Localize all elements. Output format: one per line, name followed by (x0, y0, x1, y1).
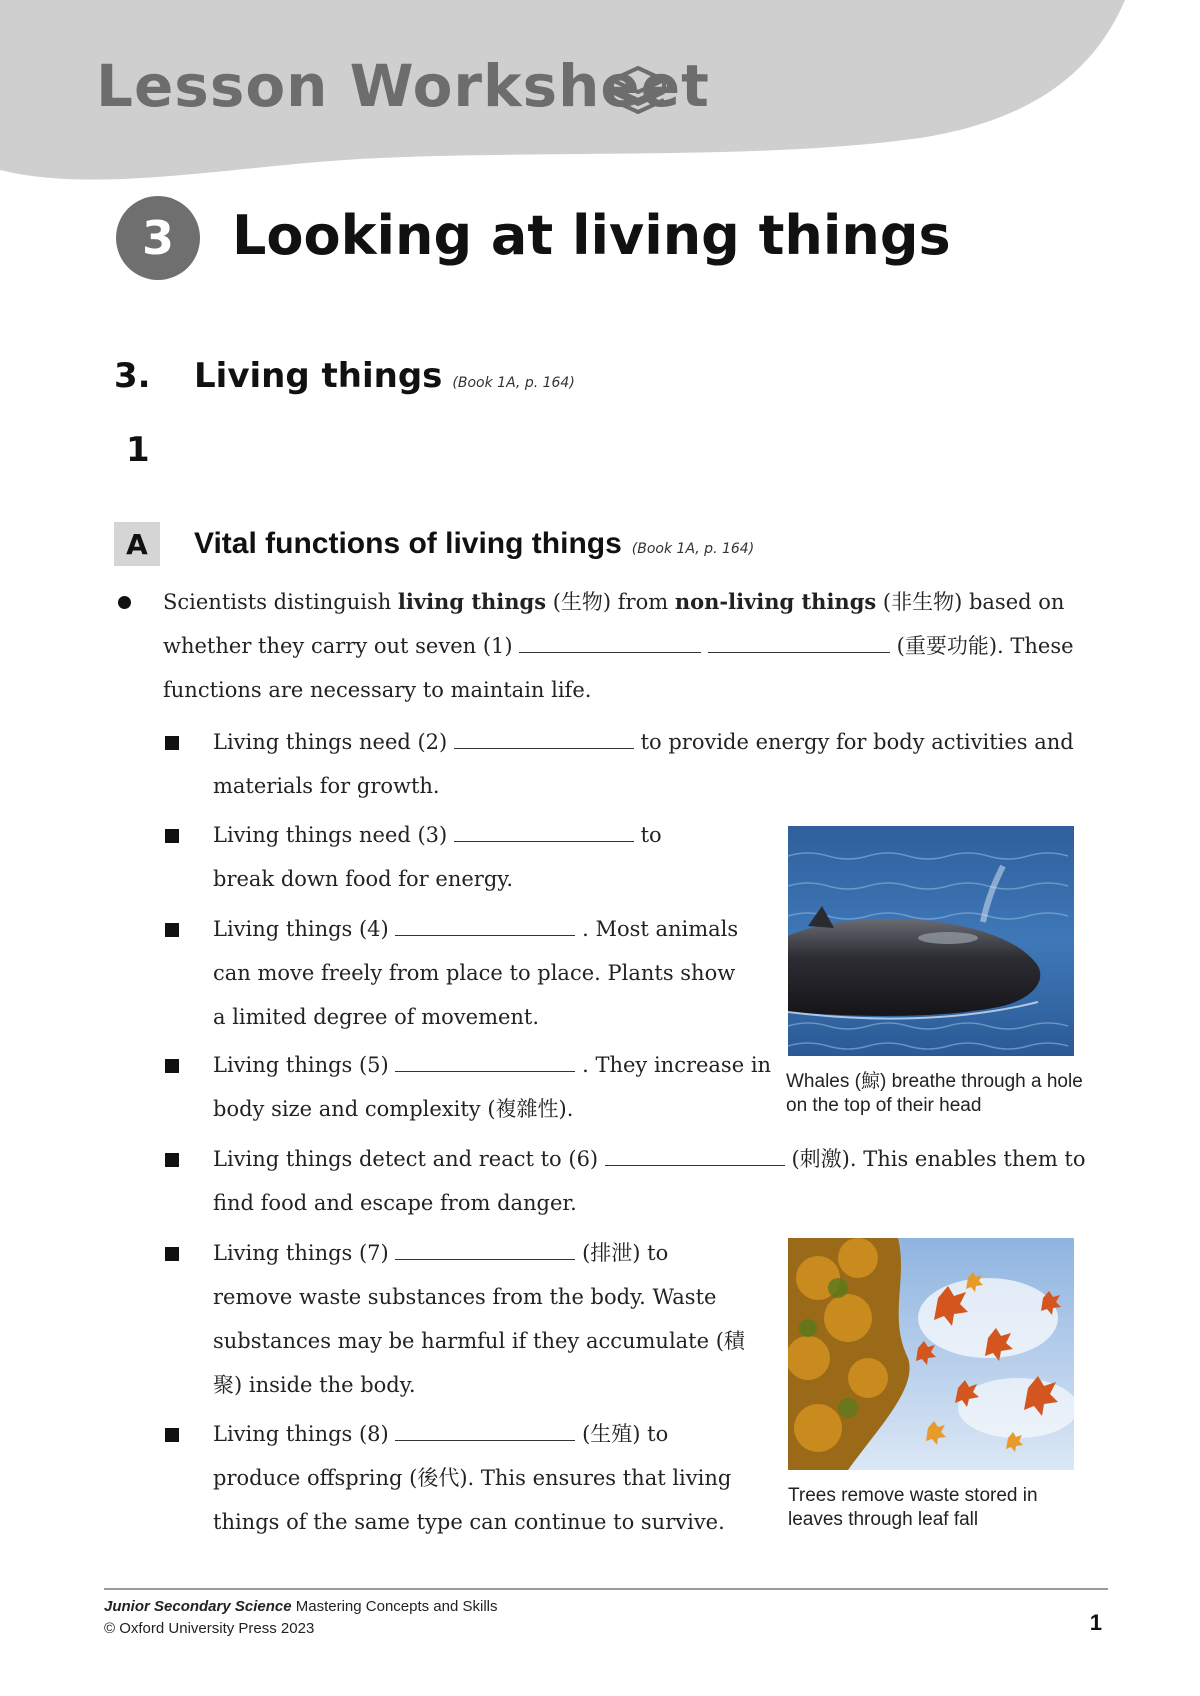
bullet-dot-icon (118, 596, 131, 609)
section-book-reference: (Book 1A, p. 164) (452, 375, 575, 391)
item-8-text-before: Living things (8) (213, 1422, 396, 1446)
square-bullet-icon (165, 829, 179, 843)
answer-blank-4[interactable] (395, 917, 575, 936)
tree-caption: Trees remove waste stored in leaves through leaf fall (788, 1485, 1038, 1530)
intro-text-1: Scientists distinguish (163, 590, 398, 614)
answer-blank-3[interactable] (454, 823, 634, 842)
list-item-7 (213, 1231, 748, 1407)
section-title (194, 356, 575, 396)
section-title-text: Living things (194, 356, 443, 396)
subsection-book-reference: (Book 1A, p. 164) (631, 541, 755, 557)
list-item-6 (213, 1137, 1093, 1225)
footer-book-subtitle: Mastering Concepts and Skills (291, 1598, 498, 1615)
subsection-title-text: Vital functions of living things (194, 527, 622, 560)
item-6-text-before: Living things detect and react to (6) (213, 1147, 605, 1171)
tree-leaf-fall-photo (788, 1238, 1074, 1470)
item-2-text-after: to provide energy for body activities and materials for growth. (213, 730, 1074, 798)
item-7-text-after: (排泄) to remove waste substances from the body. Waste substances may be harmful if they accumulate (積聚) inside the body. (213, 1241, 745, 1397)
worksheet-header-title: Lesson Worksheet (96, 52, 710, 120)
footer-rule (104, 1588, 1108, 1590)
square-bullet-icon (165, 1428, 179, 1442)
item-5-text-before: Living things (5) (213, 1053, 396, 1077)
chapter-number-badge: 3 (116, 196, 200, 280)
page-number: 1 (1089, 1610, 1102, 1635)
square-bullet-icon (165, 1153, 179, 1167)
subsection-number: 1 (126, 430, 150, 470)
item-2-text-before: Living things need (2) (213, 730, 454, 754)
answer-blank-5[interactable] (395, 1053, 575, 1072)
footer-copyright: © Oxford University Press 2023 (104, 1620, 315, 1637)
answer-blank-8[interactable] (395, 1422, 575, 1441)
subsection-title (194, 524, 754, 569)
whale-photo (788, 826, 1074, 1056)
answer-blank-7[interactable] (395, 1241, 575, 1260)
answer-blank-6[interactable] (605, 1147, 785, 1166)
intro-paragraph (163, 580, 1098, 712)
term-living-things: living things (397, 589, 547, 614)
list-item-4 (213, 907, 748, 1039)
square-bullet-icon (165, 923, 179, 937)
item-4-text-before: Living things (4) (213, 917, 396, 941)
footer-book-title: Junior Secondary Science (104, 1598, 292, 1615)
item-3-text-before: Living things need (3) (213, 823, 454, 847)
square-bullet-icon (165, 736, 179, 750)
intro-text-4: (重要功能). These functions are necessary to maintain life. (163, 634, 1074, 702)
section-number: 3. (114, 356, 151, 396)
whale-caption: Whales (鯨) breathe through a hole on the top of their head (786, 1071, 1083, 1116)
item-4-text-after: . Most animals can move freely from place to place. Plants show a limited degree of movement. (213, 917, 739, 1029)
answer-blank-2[interactable] (454, 730, 634, 749)
item-7-text-before: Living things (7) (213, 1241, 396, 1265)
item-5-text-after: . They increase in body size and complexity (複雜性). (213, 1053, 772, 1121)
intro-text-2: (生物) from (546, 590, 675, 614)
answer-blank-1b[interactable] (708, 634, 890, 653)
item-3-text-after: to break down food for energy. (213, 823, 662, 891)
item-6-text-after: (刺激). This enables them to find food and escape from danger. (213, 1147, 1086, 1215)
list-item-5 (213, 1043, 773, 1131)
square-bullet-icon (165, 1059, 179, 1073)
list-item-3 (213, 813, 713, 901)
list-item-2 (213, 720, 1093, 808)
chapter-title: Looking at living things (232, 204, 951, 267)
subsection-letter-badge: A (114, 522, 160, 566)
square-bullet-icon (165, 1247, 179, 1261)
term-non-living-things: non-living things (674, 589, 877, 614)
list-item-8 (213, 1412, 748, 1544)
item-8-text-after: (生殖) to produce offspring (後代). This ensures that living things of the same type can continue to survive. (213, 1422, 732, 1534)
answer-blank-1a[interactable] (519, 634, 701, 653)
intro-text-3: (非生物) based on whether they carry out seven (1) (163, 590, 1065, 658)
footer-book-info (104, 1598, 498, 1615)
books-icon (606, 58, 670, 122)
